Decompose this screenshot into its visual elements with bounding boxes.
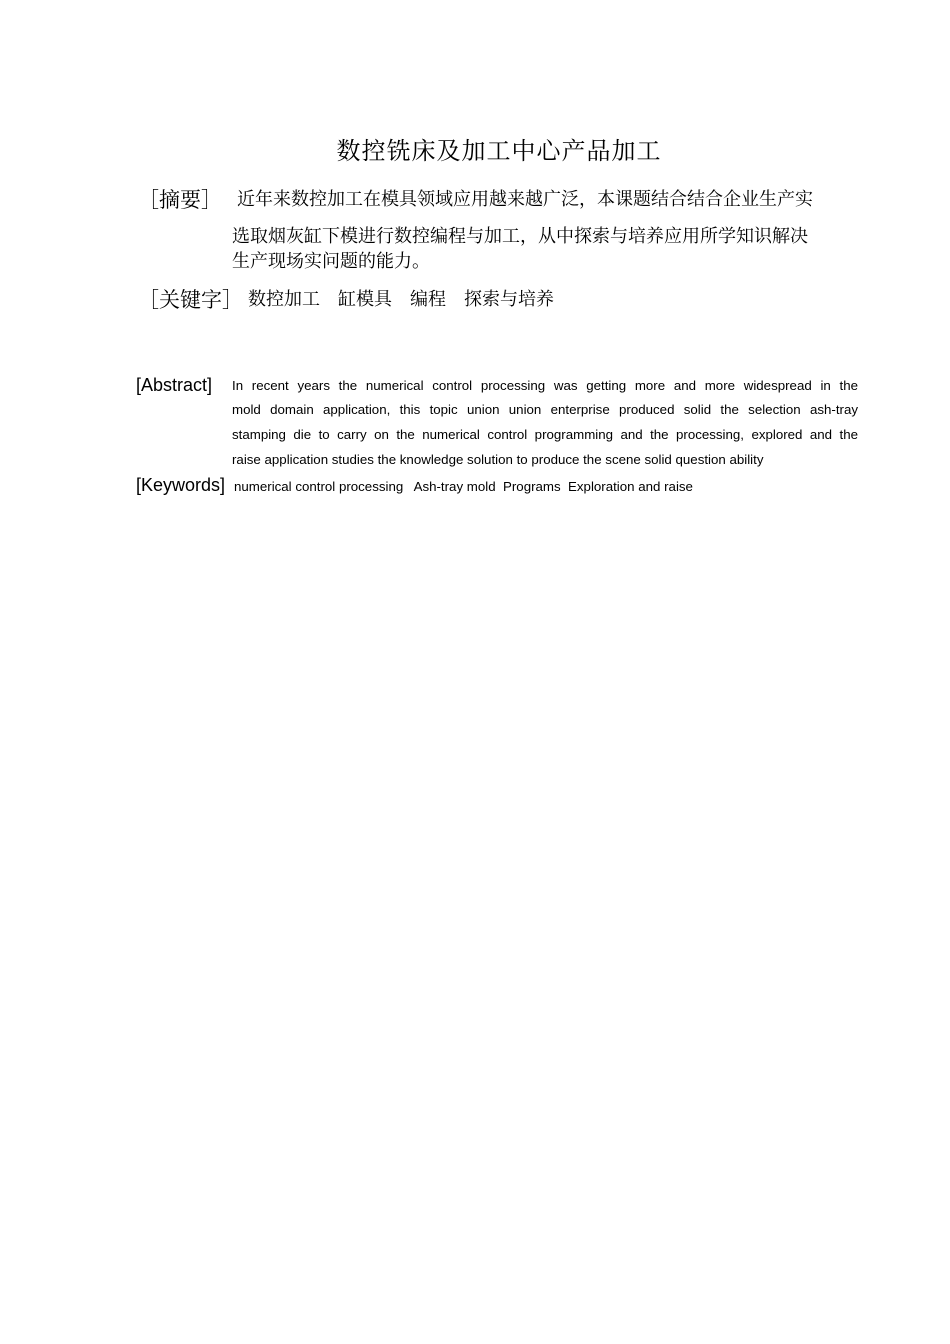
- abstract-cn-line-1: 近年来数控加工在模具领域应用越来越广泛，本课题结合结合企业生产实: [237, 189, 813, 210]
- document-title: 数控铣床及加工中心产品加工: [336, 137, 662, 165]
- abstract-cn-line-3: 生产现场实问题的能力。: [232, 251, 430, 272]
- keywords-cn-text: 数控加工 缸模具 编程 探索与培养: [248, 289, 554, 310]
- abstract-en-line-2: mold domain application, this topic union union enterprise produced solid the selection ash-tray: [232, 402, 858, 417]
- keywords-en-label: [Keywords]: [136, 475, 226, 495]
- abstract-en-line-1: In recent years the numerical control processing was getting more and more widespread in the: [232, 378, 858, 393]
- keywords-cn-label: ［关键字］: [138, 288, 243, 312]
- abstract-en-label: [Abstract]: [136, 375, 213, 395]
- abstract-cn-label: ［摘要］: [138, 188, 222, 212]
- abstract-en-line-3: stamping die to carry on the numerical control programming and the processing, explored and the: [232, 427, 858, 442]
- abstract-cn-line-2: 选取烟灰缸下模进行数控编程与加工，从中探索与培养应用所学知识解决: [232, 226, 808, 247]
- keywords-en-text: numerical control processing Ash-tray mold Programs Exploration and raise: [234, 479, 693, 494]
- abstract-en-line-4: raise application studies the knowledge solution to produce the scene solid question ability: [232, 452, 764, 467]
